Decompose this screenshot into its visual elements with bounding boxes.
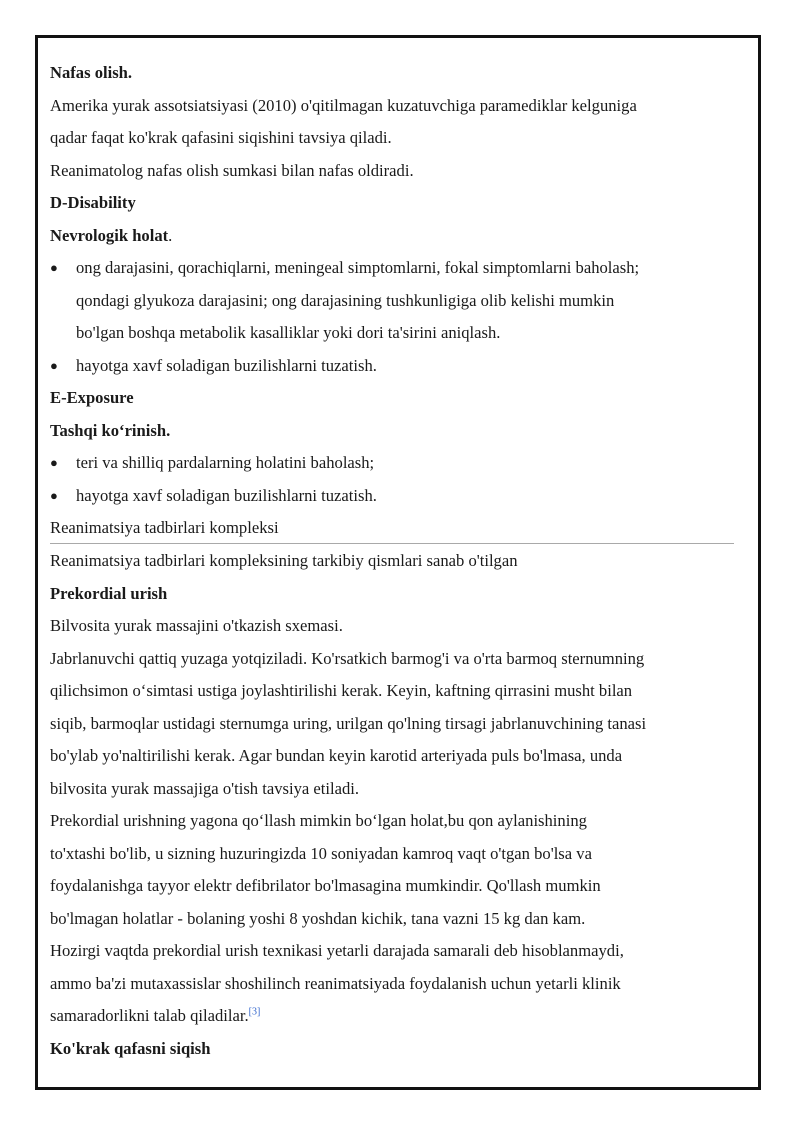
list-item (50, 252, 734, 350)
bullet-icon: ● (50, 487, 58, 503)
list-item (50, 350, 734, 383)
paragraph-aha-recommendation (50, 90, 734, 155)
subheading-neurological-status (50, 220, 734, 253)
text-line: Prekordial urishning yagona qo‘llash mimkin bo‘lgan holat,bu qon aylanishining (50, 811, 587, 830)
document-body (50, 57, 734, 1065)
text-line: bo'lgan boshqa metabolik kasalliklar yoki dori ta'sirini aniqlash. (76, 323, 501, 342)
text-line: foydalanishga tayyor elektr defibrilator bo'lmasagina mumkindir. Qo'llash mumkin (50, 876, 601, 895)
text-line: bo'ylab yo'naltirilishi kerak. Agar bundan keyin karotid arteriyada puls bo'lmasa, unda (50, 746, 623, 765)
reference-link[interactable]: [3] (248, 1006, 261, 1018)
subheading-punctuation: . (168, 225, 173, 245)
list-item (50, 447, 734, 480)
section-heading-disability: D-Disability (50, 193, 136, 212)
text-line: hayotga xavf soladigan buzilishlarni tuzatish. (76, 485, 377, 505)
text-line: hayotga xavf soladigan buzilishlarni tuzatish. (76, 355, 377, 375)
paragraph-breathing-bag: Reanimatolog nafas olish sumkasi bilan nafas oldiradi. (50, 160, 414, 180)
subheading-appearance: Tashqi ko‘rinish. (50, 420, 171, 440)
text-line: qondagi glyukoza darajasini; ong darajasining tushkunligiga olib kelishi mumkin (76, 290, 615, 310)
text-line: ong darajasini, qorachiqlarni, meningeal simptomlarni, fokal simptomlarni baholash; (76, 258, 640, 277)
text-line: teri va shilliq pardalarning holatini baholash; (76, 453, 375, 472)
page-frame (35, 35, 761, 1090)
paragraph-resuscitation-components: Reanimatsiya tadbirlari kompleksining tarkibiy qismlari sanab o'tilgan (50, 551, 518, 570)
section-heading-exposure: E-Exposure (50, 388, 134, 407)
text-line (50, 1000, 734, 1033)
text-line: ammo ba'zi mutaxassislar shoshilinch reanimatsiyada foydalanish uchun yetarli klinik (50, 973, 621, 993)
paragraph-procedure (50, 643, 734, 806)
section-heading-chest-compression: Ko'krak qafasni siqish (50, 1038, 211, 1058)
bullet-icon: ● (50, 357, 58, 373)
text-line: Amerika yurak assotsiatsiyasi (2010) o'qitilmagan kuzatuvchiga paramediklar kelguniga (50, 95, 637, 115)
text-line: Hozirgi vaqtda prekordial urish texnikasi yetarli darajada samarali deb hisoblanmaydi, (50, 941, 624, 960)
text-line: siqib, barmoqlar ustidagi sternumga uring, urilgan qo'lning tirsagi jabrlanuvchining tanasi (50, 713, 647, 733)
text-line: Jabrlanuvchi qattiq yuzaga yotqiziladi. Ko'rsatkich barmog'i va o'rta barmoq sternumning (50, 648, 645, 668)
text-line: qadar faqat ko'krak qafasini siqishini tavsiya qiladi. (50, 128, 392, 147)
bullet-icon: ● (50, 260, 58, 275)
text-line: bilvosita yurak massajiga o'tish tavsiya etiladi. (50, 778, 359, 798)
bullet-icon: ● (50, 455, 58, 470)
text-line-content: samaradorlikni talab qiladilar. (50, 1006, 249, 1025)
paragraph-indications (50, 805, 734, 935)
section-heading-precordial-thump: Prekordial urish (50, 583, 168, 603)
text-line: bo'lmagan holatlar - bolaning yoshi 8 yoshdan kichik, tana vazni 15 kg dan kam. (50, 908, 586, 928)
text-line: to'xtashi bo'lib, u sizning huzuringizda 10 soniyadan kamroq vaqt o'tgan bo'lsa va (50, 843, 592, 863)
text-line: qilichsimon o‘simtasi ustiga joylashtirilishi kerak. Keyin, kaftning qirrasini musht bilan (50, 681, 633, 700)
paragraph-effectiveness (50, 935, 734, 1033)
subheading-text: Nevrologik holat (50, 225, 169, 245)
section-heading-resuscitation-complex: Reanimatsiya tadbirlari kompleksi (50, 512, 734, 544)
paragraph-massage-scheme: Bilvosita yurak massajini o'tkazish sxemasi. (50, 616, 343, 635)
list-item (50, 480, 734, 513)
section-heading-breathing: Nafas olish. (50, 63, 133, 82)
